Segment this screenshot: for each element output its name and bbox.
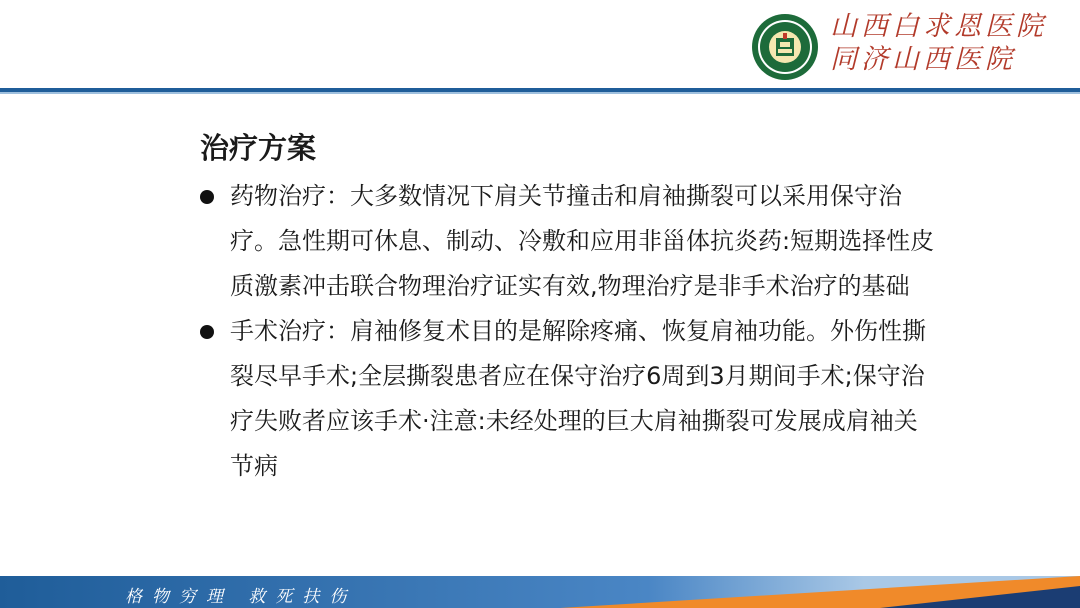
- hospital-seal-icon: [750, 12, 820, 82]
- slide-title: 治疗方案: [200, 131, 317, 165]
- bullet-dot-icon: [200, 325, 214, 339]
- bullet-text: 手术治疗：肩袖修复术目的是解除疼痛、恢复肩袖功能。外伤性撕裂尽早手术;全层撕裂患者应在保守治疗6周到3月期间手术;保守治疗失败者应该手术·注意:未经处理的巨大肩袖撕裂可发展成肩袖关节病: [230, 317, 926, 480]
- bullet-list: [200, 174, 940, 489]
- header-divider-light: [0, 92, 1080, 94]
- bullet-item-drug-therapy: [200, 174, 940, 309]
- hospital-name-line1: 山西白求恩医院: [830, 11, 1047, 42]
- hospital-name: [830, 10, 1070, 80]
- bullet-item-surgical-therapy: [200, 309, 940, 489]
- header: [0, 0, 1080, 88]
- footer-motto: 格物穷理 救死扶伤: [125, 587, 357, 607]
- hospital-name-line2: 同济山西医院: [830, 44, 1016, 75]
- bullet-text: 药物治疗：大多数情况下肩关节撞击和肩袖撕裂可以采用保守治疗。急性期可休息、制动、冷敷和应用非甾体抗炎药:短期选择性皮质激素冲击联合物理治疗证实有效,物理治疗是非手术治疗的基础: [230, 182, 935, 300]
- bullet-dot-icon: [200, 190, 214, 204]
- slide-content: [200, 128, 940, 489]
